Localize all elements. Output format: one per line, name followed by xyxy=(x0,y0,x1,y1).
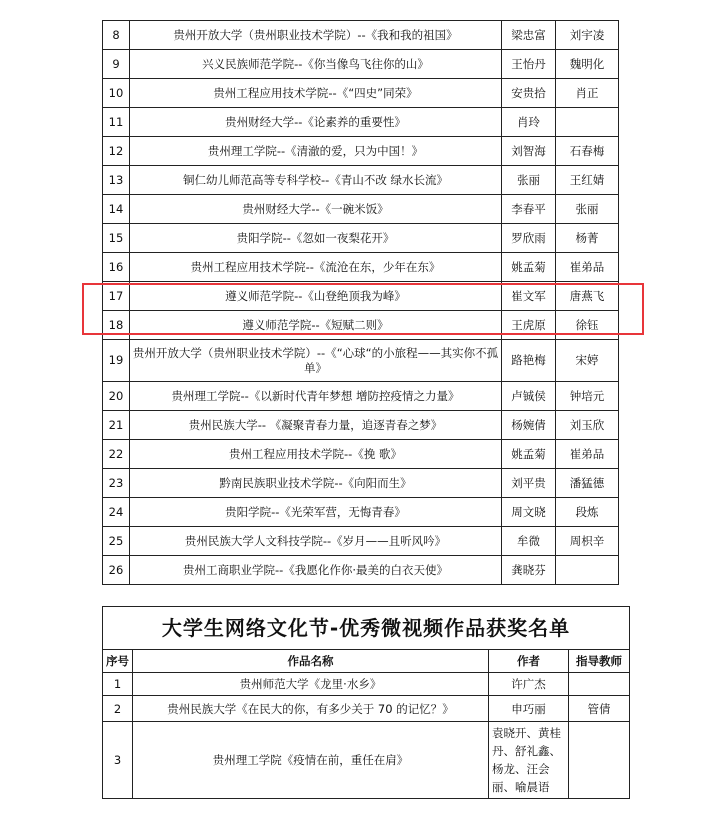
row-no: 24 xyxy=(103,498,130,527)
row-author: 牟微 xyxy=(502,527,556,556)
row-author: 姚孟菊 xyxy=(502,253,556,282)
row-no: 26 xyxy=(103,556,130,585)
table-row xyxy=(103,382,619,411)
awards-table-body xyxy=(103,21,619,585)
row-teacher: 唐燕飞 xyxy=(556,282,619,311)
table-row xyxy=(103,137,619,166)
row-teacher: 肖正 xyxy=(556,79,619,108)
row-no: 25 xyxy=(103,527,130,556)
row-no: 23 xyxy=(103,469,130,498)
row-teacher xyxy=(556,556,619,585)
table-row xyxy=(103,166,619,195)
table-row xyxy=(103,282,619,311)
row-teacher: 钟培元 xyxy=(556,382,619,411)
row-work: 贵州师范大学《龙里·水乡》 xyxy=(133,673,489,696)
table-row xyxy=(103,224,619,253)
row-author: 刘平贵 xyxy=(502,469,556,498)
row-teacher: 段炼 xyxy=(556,498,619,527)
row-work: 贵州工商职业学院--《我愿化作你·最美的白衣天使》 xyxy=(130,556,502,585)
row-no: 15 xyxy=(103,224,130,253)
row-work: 黔南民族职业技术学院--《向阳而生》 xyxy=(130,469,502,498)
row-teacher: 管倩 xyxy=(569,696,630,722)
table-row xyxy=(103,696,630,722)
header-no: 序号 xyxy=(103,650,133,673)
awards-table-continued xyxy=(102,20,619,585)
row-author: 杨婉倩 xyxy=(502,411,556,440)
row-author: 张丽 xyxy=(502,166,556,195)
table-row xyxy=(103,79,619,108)
row-no: 8 xyxy=(103,21,130,50)
row-no: 3 xyxy=(103,722,133,799)
row-no: 10 xyxy=(103,79,130,108)
table-row xyxy=(103,556,619,585)
row-teacher: 石春梅 xyxy=(556,137,619,166)
row-author: 安贵拾 xyxy=(502,79,556,108)
row-no: 14 xyxy=(103,195,130,224)
table-row xyxy=(103,340,619,382)
header-author: 作者 xyxy=(489,650,569,673)
row-no: 22 xyxy=(103,440,130,469)
table-row xyxy=(103,673,630,696)
row-author: 肖玲 xyxy=(502,108,556,137)
row-teacher: 魏明化 xyxy=(556,50,619,79)
table-row xyxy=(103,195,619,224)
header-teacher: 指导教师 xyxy=(569,650,630,673)
row-work: 贵州开放大学（贵州职业技术学院）--《我和我的祖国》 xyxy=(130,21,502,50)
row-author: 姚孟菊 xyxy=(502,440,556,469)
row-teacher: 潘猛德 xyxy=(556,469,619,498)
row-author: 龚晓芬 xyxy=(502,556,556,585)
row-work: 贵州民族大学人文科技学院--《岁月——且听风吟》 xyxy=(130,527,502,556)
table-row xyxy=(103,527,619,556)
row-work: 贵州理工学院《疫情在前，重任在肩》 xyxy=(133,722,489,799)
table-title: 大学生网络文化节-优秀微视频作品获奖名单 xyxy=(103,607,630,650)
row-work: 遵义师范学院--《短赋二则》 xyxy=(130,311,502,340)
table-row xyxy=(103,498,619,527)
row-teacher: 周枳辛 xyxy=(556,527,619,556)
row-no: 21 xyxy=(103,411,130,440)
row-author: 崔文军 xyxy=(502,282,556,311)
row-no: 16 xyxy=(103,253,130,282)
row-teacher: 张丽 xyxy=(556,195,619,224)
row-work: 贵阳学院--《忽如一夜梨花开》 xyxy=(130,224,502,253)
table-title-row xyxy=(103,607,630,650)
row-work: 铜仁幼儿师范高等专科学校--《青山不改 绿水长流》 xyxy=(130,166,502,195)
row-no: 18 xyxy=(103,311,130,340)
row-no: 2 xyxy=(103,696,133,722)
table-row xyxy=(103,253,619,282)
row-no: 11 xyxy=(103,108,130,137)
row-author: 卢铖侯 xyxy=(502,382,556,411)
row-work: 贵州民族大学《在民大的你，有多少关于 70 的记忆？》 xyxy=(133,696,489,722)
row-author: 梁忠富 xyxy=(502,21,556,50)
row-author: 刘智海 xyxy=(502,137,556,166)
row-author: 罗欣雨 xyxy=(502,224,556,253)
row-author: 路艳梅 xyxy=(502,340,556,382)
row-no: 13 xyxy=(103,166,130,195)
row-no: 12 xyxy=(103,137,130,166)
table-row xyxy=(103,440,619,469)
row-no: 20 xyxy=(103,382,130,411)
table-row xyxy=(103,311,619,340)
table-row xyxy=(103,722,630,799)
row-work: 贵州理工学院--《以新时代青年梦想 增防控疫情之力量》 xyxy=(130,382,502,411)
row-work: 遵义师范学院--《山登绝顶我为峰》 xyxy=(130,282,502,311)
row-work: 兴义民族师范学院--《你当像鸟飞往你的山》 xyxy=(130,50,502,79)
row-author: 袁晓开、黄桂丹、舒礼鑫、杨龙、汪会丽、喻晨语 xyxy=(489,722,569,799)
table-row xyxy=(103,469,619,498)
row-work: 贵州财经大学--《论素养的重要性》 xyxy=(130,108,502,137)
row-author: 王怡丹 xyxy=(502,50,556,79)
row-work: 贵州工程应用技术学院--《挽 歌》 xyxy=(130,440,502,469)
row-teacher: 宋婷 xyxy=(556,340,619,382)
row-work: 贵州民族大学-- 《凝聚青春力量，追逐青春之梦》 xyxy=(130,411,502,440)
table-row xyxy=(103,411,619,440)
row-teacher: 刘玉欣 xyxy=(556,411,619,440)
row-work: 贵州工程应用技术学院--《“四史”同荣》 xyxy=(130,79,502,108)
row-teacher: 刘宇凌 xyxy=(556,21,619,50)
micro-video-awards-table xyxy=(102,606,630,799)
row-work: 贵州财经大学--《一碗米饭》 xyxy=(130,195,502,224)
row-author: 许广杰 xyxy=(489,673,569,696)
row-author: 王虎原 xyxy=(502,311,556,340)
row-teacher: 崔弟品 xyxy=(556,440,619,469)
row-work: 贵州理工学院--《清澈的爱，只为中国！》 xyxy=(130,137,502,166)
row-work: 贵州开放大学（贵州职业技术学院）--《“心球“的小旅程——其实你不孤单》 xyxy=(130,340,502,382)
row-work: 贵阳学院--《光荣军营，无悔青春》 xyxy=(130,498,502,527)
row-author: 李春平 xyxy=(502,195,556,224)
row-no: 9 xyxy=(103,50,130,79)
row-teacher: 杨菁 xyxy=(556,224,619,253)
row-no: 1 xyxy=(103,673,133,696)
row-teacher: 崔弟品 xyxy=(556,253,619,282)
row-teacher xyxy=(569,673,630,696)
row-author: 申巧丽 xyxy=(489,696,569,722)
row-author: 周文晓 xyxy=(502,498,556,527)
table-row xyxy=(103,108,619,137)
table-row xyxy=(103,50,619,79)
header-work: 作品名称 xyxy=(133,650,489,673)
row-teacher xyxy=(569,722,630,799)
row-teacher: 徐钰 xyxy=(556,311,619,340)
table-row xyxy=(103,21,619,50)
row-teacher xyxy=(556,108,619,137)
row-teacher: 王红婧 xyxy=(556,166,619,195)
row-no: 19 xyxy=(103,340,130,382)
row-work: 贵州工程应用技术学院--《流沧在东，少年在东》 xyxy=(130,253,502,282)
table-header-row xyxy=(103,650,630,673)
row-no: 17 xyxy=(103,282,130,311)
